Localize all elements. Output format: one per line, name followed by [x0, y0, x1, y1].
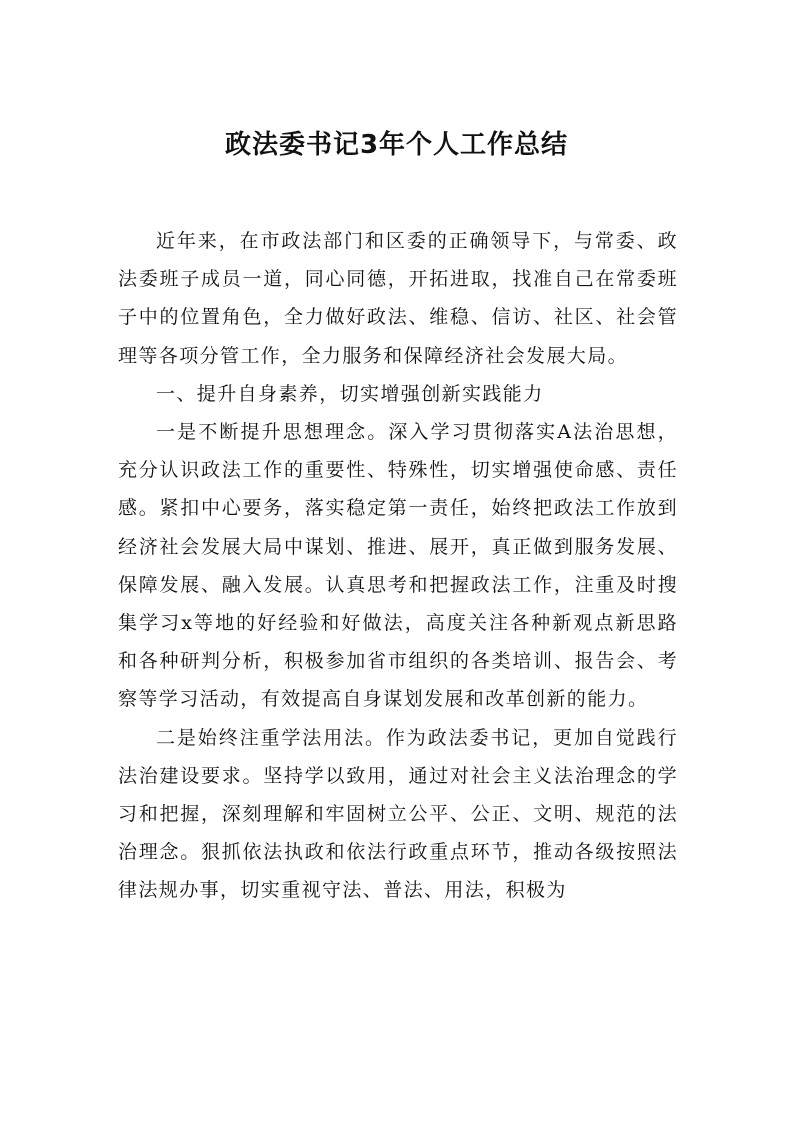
section-heading-1: 一、提升自身素养，切实增强创新实践能力 — [156, 382, 544, 405]
document-body — [118, 222, 678, 910]
document-title: 政法委书记3年个人工作总结 — [224, 130, 569, 160]
paragraph-intro: 近年来，在市政法部门和区委的正确领导下，与常委、政法委班子成员一道，同心同德，开拓进取，找准自己在常委班子中的位置角色，全力做好政法、维稳、信访、社区、社会管理等各项分管工作，全力服务和保障经济社会发展大局。 — [118, 230, 678, 367]
paragraph-point-2: 二是始终注重学法用法。作为政法委书记，更加自觉践行法治建设要求。坚持学以致用，通过对社会主义法治理念的学习和把握，深刻理解和牢固树立公平、公正、文明、规范的法治理念。狠抓依法执政和依法行政重点环节，推动各级按照法律法规办事，切实重视守法、普法、用法，积极为 — [118, 726, 678, 902]
paragraph-point-1: 一是不断提升思想理念。深入学习贯彻落实A法治思想，充分认识政法工作的重要性、特殊性，切实增强使命感、责任感。紧扣中心要务，落实稳定第一责任，始终把政法工作放到经济社会发展大局中谋划、推进、展开，真正做到服务发展、保障发展、融入发展。认真思考和把握政法工作，注重及时搜集学习x等地的好经验和好做法，高度关注各种新观点新思路和各种研判分析，积极参加省市组织的各类培训、报告会、考察等学习活动，有效提高自身谋划发展和改革创新的能力。 — [118, 421, 678, 711]
